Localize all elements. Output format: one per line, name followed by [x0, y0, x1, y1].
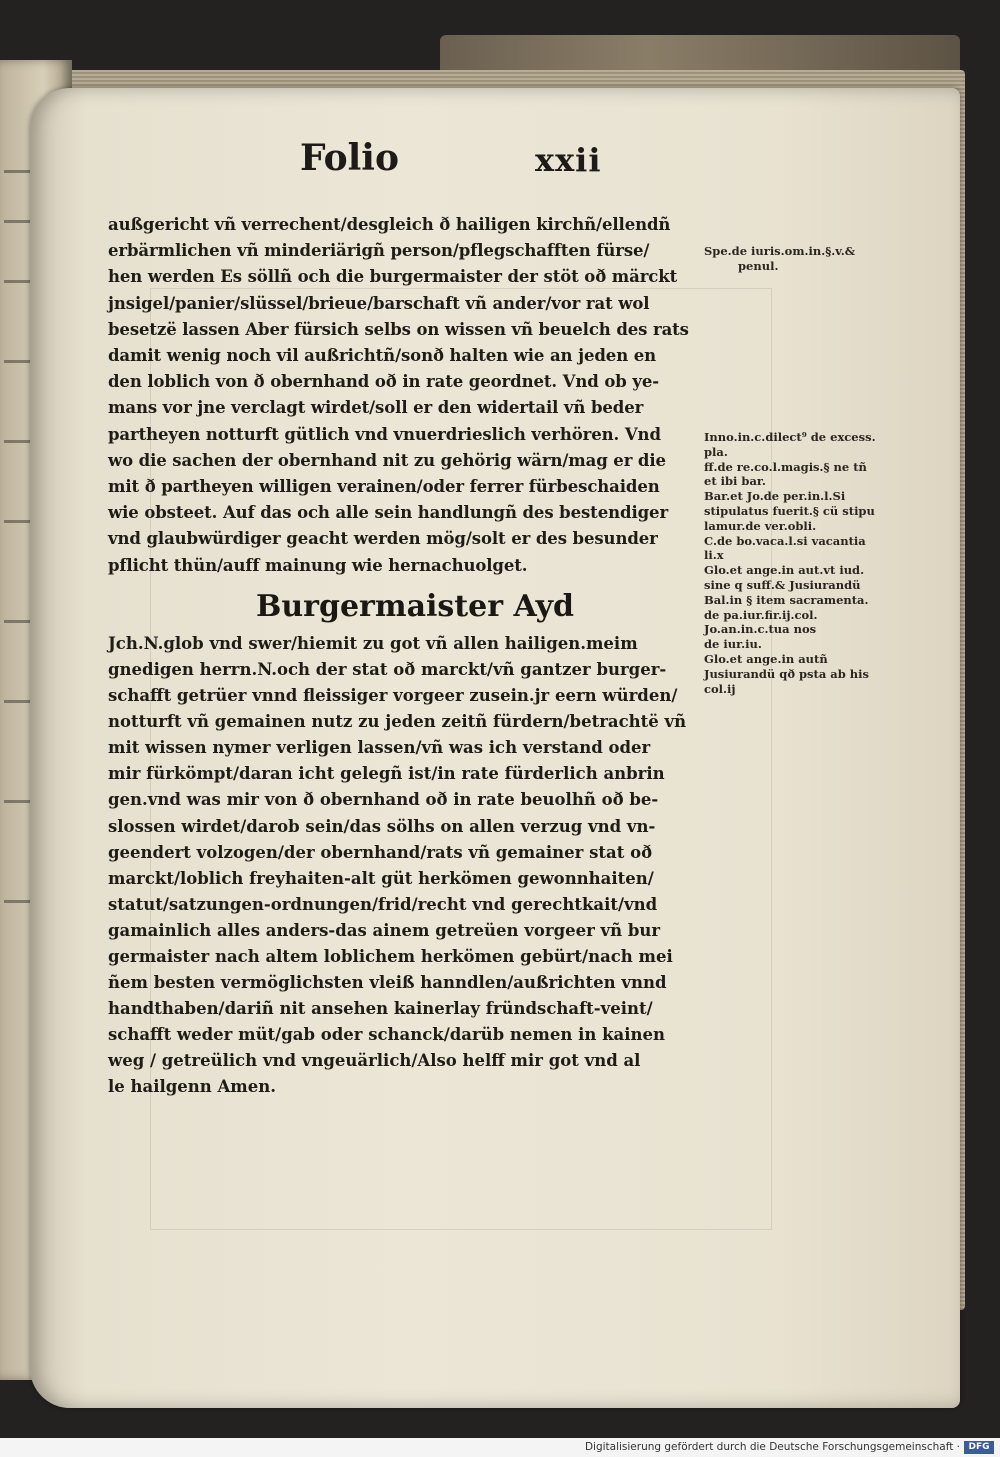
margin-note: Bal.in § item sacramenta.	[704, 592, 869, 607]
margin-note: Glo.et ange.in autñ	[704, 651, 828, 666]
oath-line: Jch.N.glob vnd swer/hiemit zu got vñ allen hailigen.meim	[108, 633, 638, 653]
margin-note: lamur.de ver.obli.	[704, 518, 817, 533]
body-line: pflicht thün/auff mainung wie hernachuolget.	[108, 555, 528, 575]
body-line: jnsigel/panier/slüssel/brieue/barschaft vñ ander/vor rat wol	[108, 293, 650, 313]
body-line: erbärmlichen vñ minderiärigñ person/pflegschafften fürse/	[108, 241, 650, 261]
funding-notice: Digitalisierung gefördert durch die Deutsche Forschungsgemeinschaft ·	[584, 1441, 960, 1453]
margin-note: de pa.iur.fir.ij.col.	[704, 607, 818, 622]
oath-line: gen.vnd was mir von ð obernhand oð in rate beuolhñ oð be-	[108, 790, 659, 810]
margin-note: Glo.et ange.in aut.vt iud.	[704, 563, 865, 578]
body-line: wie obsteet. Auf das och alle sein handlungñ des bestendiger	[108, 503, 669, 523]
dfg-logo-icon: DFG	[964, 1441, 994, 1454]
section-heading: Burgermaister Ayd	[256, 588, 574, 624]
oath-line: schafft weder müt/gab oder schanck/darüb nemen in kainen	[108, 1025, 666, 1045]
margin-note: Inno.in.c.dilect⁹ de excess.	[704, 430, 876, 444]
footer-bar	[0, 1438, 1000, 1457]
page-header	[250, 137, 650, 187]
oath-line: mir fürkömpt/daran icht gelegñ ist/in rate fürderlich anbrin	[108, 764, 665, 784]
margin-note: et ibi bar.	[704, 474, 766, 489]
body-line: außgericht vñ verrechent/desgleich ð hailigen kirchñ/ellendñ	[108, 215, 671, 234]
body-line: partheyen notturft gütlich vnd vnuerdrieslich verhören. Vnd	[108, 424, 661, 444]
margin-note: C.de bo.vaca.l.si vacantia	[704, 533, 866, 548]
margin-notes-lower	[704, 430, 904, 696]
main-text-block	[108, 212, 708, 1101]
margin-note: col.ij	[704, 681, 736, 696]
body-line: hen werden Es söllñ och die burgermaister der stöt oð märckt	[108, 267, 678, 287]
oath-line: slossen wirdet/darob sein/das sölhs on allen verzug vnd vn-	[108, 816, 656, 836]
body-line: vnd glaubwürdiger geacht werden mög/solt er des besunder	[108, 529, 658, 549]
oath-line: notturft vñ gemainen nutz zu jeden zeitñ fürdern/betrachtë vñ	[108, 712, 687, 732]
oath-line: le hailgenn Amen.	[108, 1077, 277, 1097]
margin-note: Jo.an.in.c.tua nos	[704, 622, 817, 637]
body-line: damit wenig noch vil außrichtñ/sonð halten wie an jeden en	[108, 346, 657, 366]
oath-line: handthaben/dariñ nit ansehen kainerlay fründschaft-veint/	[108, 999, 653, 1019]
folio-number: xxii	[535, 141, 602, 179]
oath-line: gnedigen herrn.N.och der stat oð marckt/vñ gantzer burger-	[108, 659, 667, 679]
margin-note: Bar.et Jo.de per.in.l.Si	[704, 489, 846, 504]
body-line: mans vor jne verclagt wirdet/soll er den widertail vñ beder	[108, 398, 644, 418]
margin-note: ff.de re.co.l.magis.§ ne tñ	[704, 459, 867, 474]
margin-notes-top	[704, 244, 904, 274]
folio-label: Folio	[300, 137, 399, 179]
margin-note: Spe.de iuris.om.in.§.v.&	[704, 244, 856, 258]
oath-line: schafft getrüer vnnd fleissiger vorgeer zusein.jr eern würden/	[108, 686, 678, 706]
oath-line: germaister nach altem loblichem herkömen gebürt/nach mei	[108, 946, 673, 966]
body-line: wo die sachen der obernhand nit zu gehörig wärn/mag er die	[108, 450, 666, 470]
oath-line: geendert volzogen/der obernhand/rats vñ gemainer stat oð	[108, 842, 653, 862]
oath-line: marckt/loblich freyhaiten-alt güt herkömen gewonnhaiten/	[108, 868, 654, 888]
margin-note: sine q suff.& Jusiurandü	[704, 577, 861, 592]
body-line: besetzë lassen Aber fürsich selbs on wissen vñ beuelch des rats	[108, 319, 689, 339]
margin-note: li.x	[704, 548, 724, 563]
margin-note: de iur.iu.	[704, 637, 762, 652]
margin-note: pla.	[704, 444, 728, 459]
body-line: mit ð partheyen willigen verainen/oder ferrer fürbeschaiden	[108, 477, 660, 497]
margin-note: penul.	[738, 258, 779, 273]
oath-line: statut/satzungen-ordnungen/frid/recht vnd gerechtkait/vnd	[108, 894, 658, 914]
oath-line: weg / getreülich vnd vngeuärlich/Also helff mir got vnd al	[108, 1051, 641, 1071]
body-line: den loblich von ð obernhand oð in rate geordnet. Vnd ob ye-	[108, 372, 659, 392]
margin-note: Jusiurandü qð psta ab his	[704, 666, 869, 681]
oath-line: gamainlich alles anders-das ainem getreüen vorgeer vñ bur	[108, 920, 661, 940]
oath-line: ñem besten vermöglichsten vleiß hanndlen/außrichten vnnd	[108, 973, 667, 993]
margin-note: stipulatus fuerit.§ cü stipu	[704, 503, 875, 518]
oath-line: mit wissen nymer verligen lassen/vñ was ich verstand oder	[108, 738, 651, 758]
